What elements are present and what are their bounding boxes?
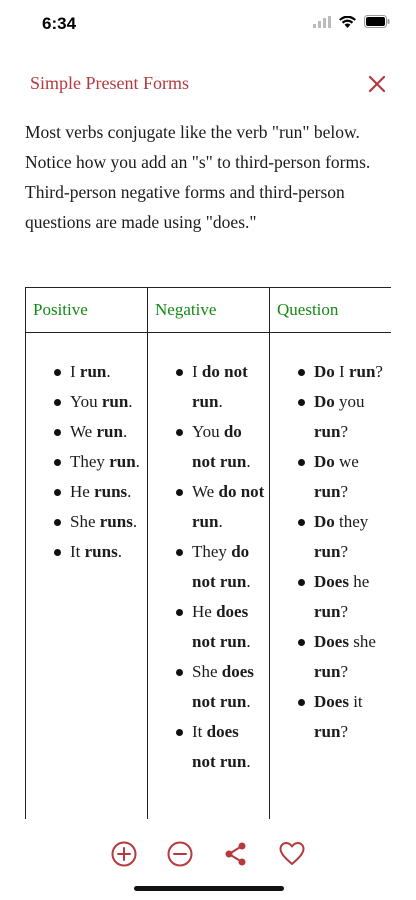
verb-text: does not run [192,722,247,771]
verb-text: do not run [192,482,265,531]
positive-list-item [50,507,143,537]
punctuation-text: . [246,752,251,771]
punctuation-text: ? [375,362,383,381]
subject-text: she [348,632,376,651]
verb-text: runs [99,512,133,531]
auxiliary-text: Does [314,632,349,651]
page-title: Simple Present Forms [30,73,190,93]
subject-text: It [70,542,85,561]
punctuation-text: ? [340,722,349,741]
share-button[interactable] [222,840,250,868]
header-question: Question [270,288,392,333]
question-list-item [294,387,387,447]
header-positive: Positive [26,288,148,333]
negative-list-item [172,477,265,537]
negative-list-item [172,417,265,477]
punctuation-text: . [127,482,132,501]
verb-text: run [314,662,341,681]
question-list-item [294,357,387,387]
zoom-in-button[interactable] [110,840,138,868]
auxiliary-text: Does [314,572,349,591]
subject-text: They [192,542,232,561]
subject-text: they [334,512,369,531]
subject-text: He [70,482,95,501]
share-icon [222,840,250,868]
zoom-out-icon [166,840,194,868]
negative-list-item [172,357,265,417]
punctuation-text: . [246,692,251,711]
verb-text: do not run [192,422,247,471]
positive-list [26,333,147,567]
verb-text: run [314,602,341,621]
verb-text: run [314,422,341,441]
positive-list-item [50,477,143,507]
auxiliary-text: Do [314,512,335,531]
close-icon [366,73,388,95]
subject-text: we [334,452,359,471]
negative-list-item [172,597,265,657]
verb-text: run [348,362,376,381]
punctuation-text: ? [340,602,349,621]
question-list-item [294,627,387,687]
close-button[interactable] [366,73,388,95]
subject-text: you [334,392,365,411]
auxiliary-text: Do [314,362,335,381]
question-list-item [294,447,387,507]
punctuation-text: . [106,362,111,381]
auxiliary-text: Does [314,692,349,711]
negative-list-item [172,537,265,597]
positive-list-item [50,387,143,417]
verb-text: run [96,422,123,441]
positive-column [26,333,148,820]
wifi-icon [339,16,356,28]
status-time: 6:34 [42,14,77,33]
subject-text: You [192,422,224,441]
punctuation-text: . [218,512,223,531]
positive-list-item [50,537,143,567]
negative-list-item [172,657,265,717]
subject-text: She [192,662,222,681]
verb-text: do not run [192,542,250,591]
subject-text: He [192,602,217,621]
verb-text: runs [84,542,118,561]
subject-text: I [334,362,349,381]
intro-paragraph: Most verbs conjugate like the verb "run" below. Notice how you add an "s" to third-person forms. Third-person negative forms and third-person questions are made using "does." [25,122,371,232]
verb-text: run [314,482,341,501]
signal-icon [313,16,331,28]
status-bar [0,0,416,48]
heart-icon [278,840,306,868]
verb-text: does not run [192,602,249,651]
battery-icon [364,15,390,28]
subject-text: it [348,692,363,711]
punctuation-text: . [246,452,251,471]
negative-list [148,333,269,777]
subject-text: You [70,392,102,411]
positive-list-item [50,417,143,447]
punctuation-text: . [122,422,128,441]
bottom-toolbar [0,840,416,880]
status-icons [313,15,390,28]
subject-text: It [192,722,207,741]
verb-text: run [79,362,107,381]
subject-text: I [192,362,202,381]
punctuation-text: . [132,512,138,531]
verb-text: do not run [192,362,248,411]
verb-text: runs [94,482,128,501]
negative-list-item [172,717,265,777]
verb-text: does not run [192,662,254,711]
punctuation-text: . [218,392,223,411]
punctuation-text: ? [340,542,349,561]
auxiliary-text: Do [314,452,335,471]
favorite-button[interactable] [278,840,306,868]
punctuation-text: . [128,392,133,411]
header-negative: Negative [148,288,270,333]
subject-text: We [192,482,219,501]
verb-text: run [314,542,341,561]
zoom-out-button[interactable] [166,840,194,868]
header [0,60,416,110]
home-indicator [134,886,284,891]
punctuation-text: . [246,632,251,651]
question-list-item [294,687,387,747]
question-list-item [294,507,387,567]
punctuation-text: . [246,572,251,591]
punctuation-text: ? [340,422,349,441]
punctuation-text: ? [340,482,349,501]
auxiliary-text: Do [314,392,335,411]
negative-column [148,333,270,820]
punctuation-text: ? [340,662,349,681]
subject-text: I [70,362,80,381]
verb-text: run [109,452,136,471]
conjugation-table [25,287,391,819]
punctuation-text: . [135,452,140,471]
question-list [270,333,391,747]
punctuation-text: . [117,542,122,561]
subject-text: They [70,452,110,471]
verb-text: run [314,722,341,741]
subject-text: She [70,512,100,531]
subject-text: We [70,422,97,441]
subject-text: he [348,572,370,591]
positive-list-item [50,357,143,387]
zoom-in-icon [110,840,138,868]
question-column [270,333,392,820]
verb-text: run [101,392,129,411]
positive-list-item [50,447,143,477]
question-list-item [294,567,387,627]
